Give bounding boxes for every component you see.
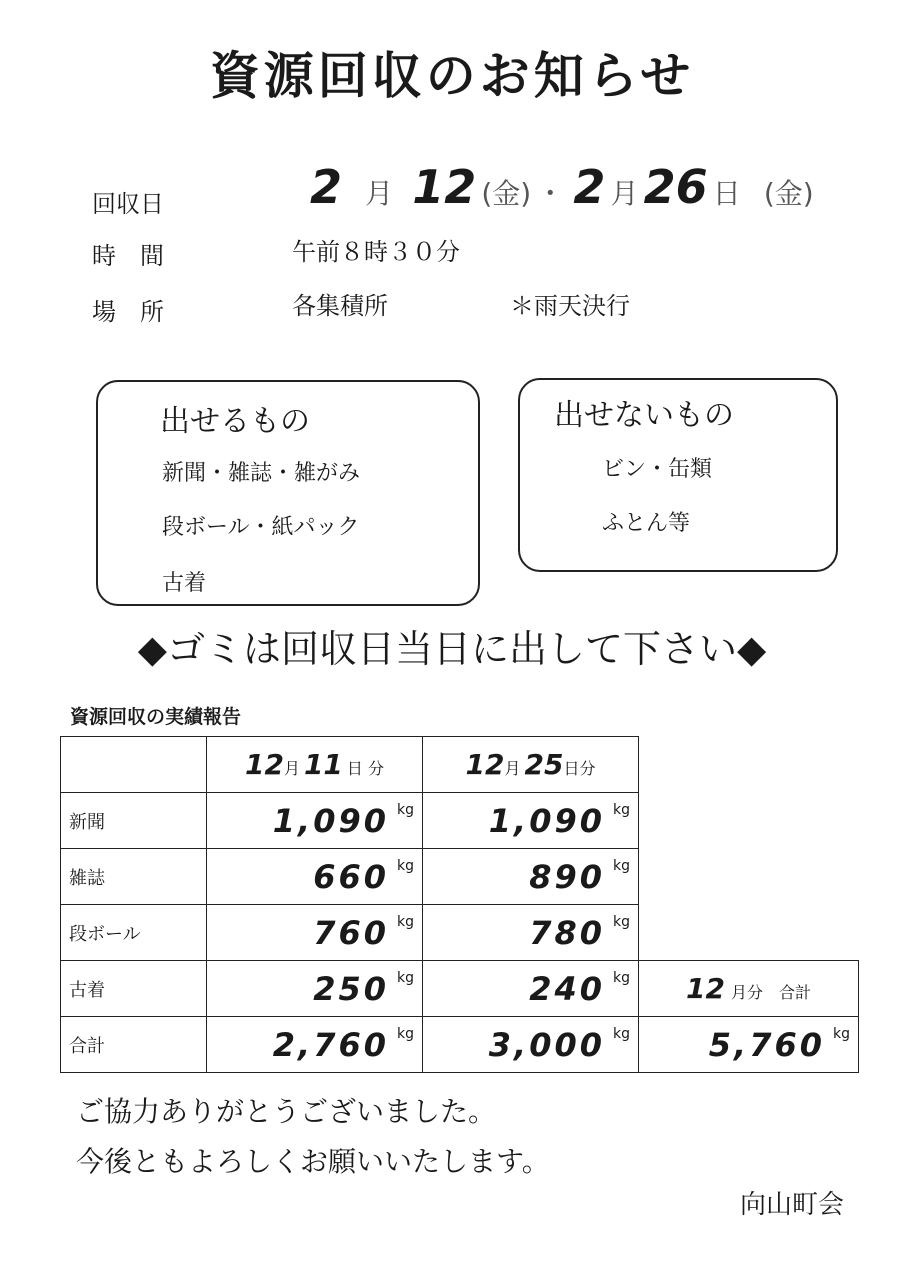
- table-header-row: [61, 737, 859, 793]
- acceptable-item: 段ボール・紙パック: [162, 515, 360, 540]
- date-separator: ・: [536, 177, 565, 210]
- signature: 向山町会: [739, 1190, 844, 1220]
- row-label: 合計: [61, 1017, 207, 1073]
- value-cell: 780 kg: [423, 905, 639, 961]
- date2-month-unit: 月: [610, 177, 639, 210]
- empty-cell: [639, 793, 859, 849]
- date2-day-unit: 日: [712, 177, 741, 210]
- row-label: 雑誌: [61, 849, 207, 905]
- place-label: 場 所: [92, 298, 164, 326]
- closing-line-1: ご協力ありがとうございました。: [76, 1095, 497, 1128]
- date1-month: 2: [310, 160, 343, 214]
- corner-cell: [61, 737, 207, 793]
- month-total-header: 12 月分 合計: [639, 961, 859, 1017]
- column-header-1: 12月 11 日 分: [207, 737, 423, 793]
- time-label: 時 間: [92, 242, 164, 270]
- place-value: 各集積所: [292, 292, 388, 320]
- date2-weekday: (金): [763, 177, 814, 210]
- row-label: 新聞: [61, 793, 207, 849]
- date-label: 回収日: [92, 190, 164, 218]
- row-label: 古着: [61, 961, 207, 1017]
- empty-cell: [639, 905, 859, 961]
- table-row: [61, 1017, 859, 1073]
- row-label: 段ボール: [61, 905, 207, 961]
- date1-weekday: (金): [481, 177, 532, 210]
- unacceptable-heading: 出せないもの: [554, 398, 734, 433]
- month-total-value: 5,760 kg: [639, 1017, 859, 1073]
- time-value: 午前８時３０分: [292, 238, 460, 266]
- acceptable-item: 古着: [162, 571, 207, 596]
- page-title: 資源回収のお知らせ: [209, 47, 695, 105]
- date1-month-unit: 月: [365, 177, 394, 210]
- column-header-2: 12月 25日分: [423, 737, 639, 793]
- value-cell: 1,090 kg: [207, 793, 423, 849]
- value-cell: 890 kg: [423, 849, 639, 905]
- value-cell: 3,000 kg: [423, 1017, 639, 1073]
- rain-note: ＊雨天決行: [510, 292, 630, 320]
- table-row: [61, 961, 859, 1017]
- acceptable-items-box: [96, 380, 480, 606]
- date2-month: 2: [573, 160, 606, 214]
- unacceptable-items-box: [518, 378, 838, 572]
- notice-banner: ◆ゴミは回収日当日に出して下さい◆: [137, 627, 767, 671]
- value-cell: 660 kg: [207, 849, 423, 905]
- closing-line-2: 今後ともよろしくお願いいたします。: [76, 1145, 550, 1178]
- date2-day: 26: [643, 160, 708, 214]
- value-cell: 1,090 kg: [423, 793, 639, 849]
- empty-cell: [639, 737, 859, 793]
- collection-dates: [310, 160, 814, 214]
- table-row: [61, 849, 859, 905]
- acceptable-heading: 出せるもの: [160, 404, 310, 439]
- value-cell: 2,760 kg: [207, 1017, 423, 1073]
- date1-day: 12: [412, 160, 477, 214]
- value-cell: 760 kg: [207, 905, 423, 961]
- report-table: [60, 736, 859, 1073]
- acceptable-item: 新聞・雑誌・雑がみ: [162, 461, 361, 486]
- unacceptable-item: ビン・缶類: [602, 457, 713, 482]
- unacceptable-item: ふとん等: [602, 511, 691, 536]
- table-row: [61, 905, 859, 961]
- empty-cell: [639, 849, 859, 905]
- table-row: [61, 793, 859, 849]
- value-cell: 250 kg: [207, 961, 423, 1017]
- value-cell: 240 kg: [423, 961, 639, 1017]
- report-heading: 資源回収の実績報告: [70, 706, 242, 728]
